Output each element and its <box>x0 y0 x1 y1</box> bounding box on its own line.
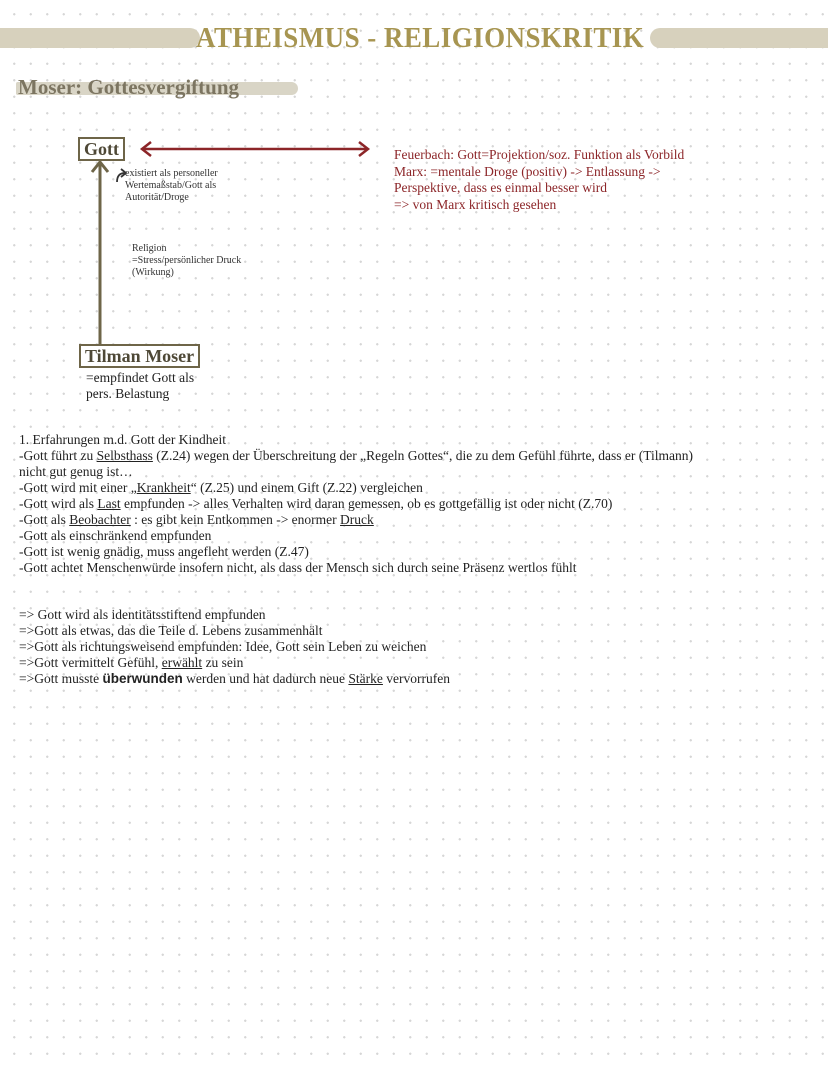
list-item <box>19 671 450 687</box>
text: (Z.24) wegen der Überschreitung der „Regeln Gottes“, die zu dem Gefühl führte, dass er (Tilmann) <box>152 448 693 463</box>
text: -Gott führt zu <box>19 448 97 463</box>
text: =>Gott musste <box>19 671 103 686</box>
text: “ (Z.25) und einem Gift (Z.22) vergleichen <box>190 480 423 495</box>
list-item-continuation: nicht gut genug ist… <box>19 464 133 479</box>
underlined-term: Last <box>97 496 121 511</box>
tilman-note-line: pers. Belastung <box>86 386 170 401</box>
gott-note-line: Autorität/Droge <box>125 192 189 203</box>
gott-note-line: Wertemaßstab/Gott als <box>125 180 217 191</box>
conclusions-list <box>19 607 450 687</box>
list-item <box>19 512 693 528</box>
list-item <box>19 655 450 671</box>
section-subtitle: Moser: Gottesvergiftung <box>18 75 240 99</box>
religion-note-line: (Wirkung) <box>132 267 174 278</box>
critique-line: Perspektive, dass es einmal besser wird <box>394 180 607 195</box>
underlined-term: Beobachter <box>69 512 131 527</box>
list-item: -Gott ist wenig gnädig, muss angefleht werden (Z.47) <box>19 544 309 559</box>
critique-line: Marx: =mentale Droge (positiv) -> Entlassung -> <box>394 163 661 179</box>
list-item <box>19 496 693 512</box>
text: -Gott wird mit einer „ <box>19 480 137 495</box>
underlined-term: erwählt <box>161 655 203 670</box>
text: -Gott wird als <box>19 496 98 511</box>
list-item: =>Gott als etwas, das die Teile d. Lebens zusammenhält <box>19 623 323 638</box>
underlined-term: Druck <box>340 512 374 527</box>
critique-line: => von Marx kritisch gesehen <box>394 196 557 212</box>
text: zu sein <box>202 655 244 670</box>
underlined-term: Stärke <box>348 671 383 686</box>
gott-node: Gott <box>78 137 125 161</box>
page-title: ATHEISMUS - RELIGIONSKRITIK <box>196 22 645 54</box>
tilman-moser-node: Tilman Moser <box>79 344 200 368</box>
text: : es gibt kein Entkommen -> enormer <box>130 512 341 527</box>
religion-note <box>132 243 272 279</box>
list-item: =>Gott als richtungsweisend empfunden: Idee, Gott sein Leben zu weichen <box>19 639 427 654</box>
gott-note <box>125 168 265 204</box>
text: -Gott als <box>19 512 70 527</box>
list-item: -Gott als einschränkend empfunden <box>19 528 212 543</box>
text: werden und hat dadurch neue <box>182 671 349 686</box>
list-item <box>19 480 693 496</box>
tilman-note <box>86 370 246 402</box>
text: empfunden -> alles Verhalten wird daran gemessen, ob es gottgefällig ist oder nicht (Z.70) <box>120 496 613 511</box>
text: =>Gott vermittelt Gefühl, <box>19 655 162 670</box>
list-heading: 1. Erfahrungen m.d. Gott der Kindheit <box>19 432 226 447</box>
gott-note-line: existiert als personeller <box>125 168 218 179</box>
religion-note-line: Religion <box>132 243 167 254</box>
list-item <box>19 448 693 464</box>
underlined-term: Krankheit <box>136 480 191 495</box>
list-item: => Gott wird als identitätsstiftend empfunden <box>19 607 266 622</box>
list-item: -Gott achtet Menschenwürde insofern nicht, als dass der Mensch sich durch seine Präsenz wertlos fühlt <box>19 560 577 575</box>
religion-note-line: =Stress/persönlicher Druck <box>132 255 242 266</box>
critique-line: Feuerbach: Gott=Projektion/soz. Funktion als Vorbild <box>394 147 685 162</box>
religion-critique-notes <box>394 147 684 213</box>
childhood-experiences-list <box>19 432 693 576</box>
text: vervorrufen <box>382 671 451 686</box>
tilman-note-line: =empfindet Gott als <box>86 370 195 385</box>
underlined-term: Selbsthass <box>96 448 153 463</box>
bold-term: überwunden <box>102 671 183 686</box>
